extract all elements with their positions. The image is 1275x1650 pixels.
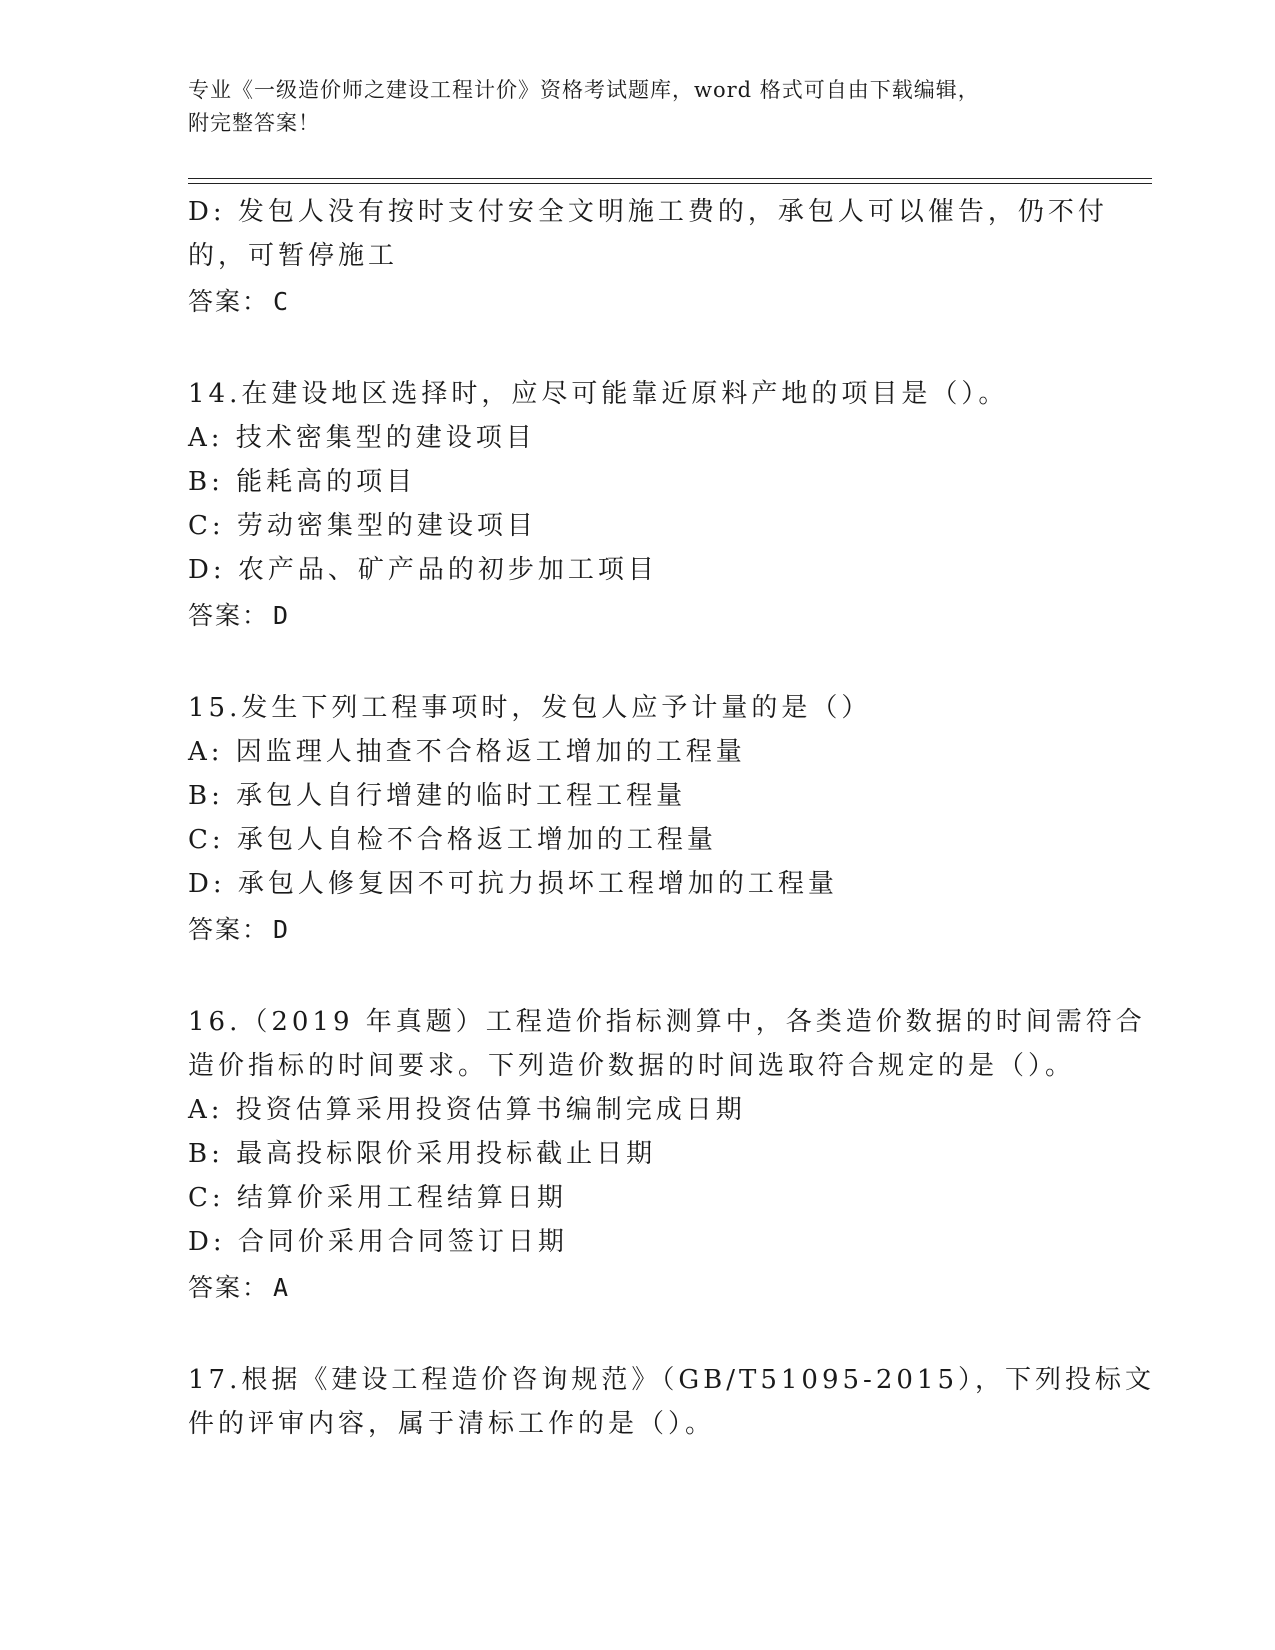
question-15 bbox=[188, 686, 1088, 954]
document-header bbox=[188, 74, 1088, 140]
question-text: 17.根据《建设工程造价咨询规范》（GB/T51095-2015），下列投标文 bbox=[188, 1365, 1155, 1395]
option-c: C: 承包人自检不合格返工增加的工程量 bbox=[188, 825, 717, 855]
option-d: D: 合同价采用合同签订日期 bbox=[188, 1227, 568, 1257]
option-b: B: 最高投标限价采用投标截止日期 bbox=[188, 1139, 657, 1169]
question-content bbox=[188, 190, 1155, 1446]
spacer bbox=[188, 326, 1088, 372]
answer-label: 答案： bbox=[188, 287, 270, 316]
question-text: 16.（2019 年真题）工程造价指标测算中，各类造价数据的时间需符合 bbox=[188, 1007, 1146, 1037]
header-line-2: 附完整答案！ bbox=[188, 111, 320, 135]
answer-label: 答案： bbox=[188, 601, 270, 630]
question-14 bbox=[188, 372, 1088, 640]
option-d: D: 农产品、矿产品的初步加工项目 bbox=[188, 555, 658, 585]
question-16 bbox=[188, 1000, 1146, 1312]
header-divider-top bbox=[188, 178, 1152, 179]
option-a: A: 因监理人抽查不合格返工增加的工程量 bbox=[188, 737, 746, 767]
answer-line bbox=[188, 906, 1088, 954]
answer-key: C bbox=[273, 287, 291, 316]
answer-label: 答案： bbox=[188, 1273, 270, 1302]
option-d: D: 承包人修复因不可抗力损坏工程增加的工程量 bbox=[188, 869, 838, 899]
question-text: 15.发生下列工程事项时，发包人应予计量的是（） bbox=[188, 693, 872, 723]
question-text-continued: 造价指标的时间要求。下列造价数据的时间选取符合规定的是（）。 bbox=[188, 1051, 1076, 1081]
option-d-continued: 的，可暂停施工 bbox=[188, 241, 399, 271]
answer-line bbox=[188, 278, 1088, 326]
header-line-1: 专业《一级造价师之建设工程计价》资格考试题库，word 格式可自由下载编辑， bbox=[188, 78, 980, 102]
option-b: B: 能耗高的项目 bbox=[188, 467, 417, 497]
spacer bbox=[188, 1312, 1088, 1358]
question-text: 14.在建设地区选择时，应尽可能靠近原料产地的项目是（）。 bbox=[188, 379, 1009, 409]
spacer bbox=[188, 954, 1088, 1000]
answer-label: 答案： bbox=[188, 915, 270, 944]
question-17 bbox=[188, 1358, 1155, 1446]
option-b: B: 承包人自行增建的临时工程工程量 bbox=[188, 781, 687, 811]
question-text-continued: 件的评审内容，属于清标工作的是（）。 bbox=[188, 1409, 716, 1439]
answer-key: A bbox=[273, 1273, 291, 1302]
option-c: C: 结算价采用工程结算日期 bbox=[188, 1183, 567, 1213]
answer-line bbox=[188, 592, 1088, 640]
option-a: A: 技术密集型的建设项目 bbox=[188, 423, 536, 453]
question-13-tail bbox=[188, 190, 1108, 326]
spacer bbox=[188, 640, 1088, 686]
option-a: A: 投资估算采用投资估算书编制完成日期 bbox=[188, 1095, 746, 1125]
answer-line bbox=[188, 1264, 1088, 1312]
header-divider-bottom bbox=[188, 183, 1152, 184]
option-c: C: 劳动密集型的建设项目 bbox=[188, 511, 537, 541]
answer-key: D bbox=[273, 915, 291, 944]
answer-key: D bbox=[273, 601, 291, 630]
option-d: D: 发包人没有按时支付安全文明施工费的，承包人可以催告，仍不付 bbox=[188, 197, 1108, 227]
